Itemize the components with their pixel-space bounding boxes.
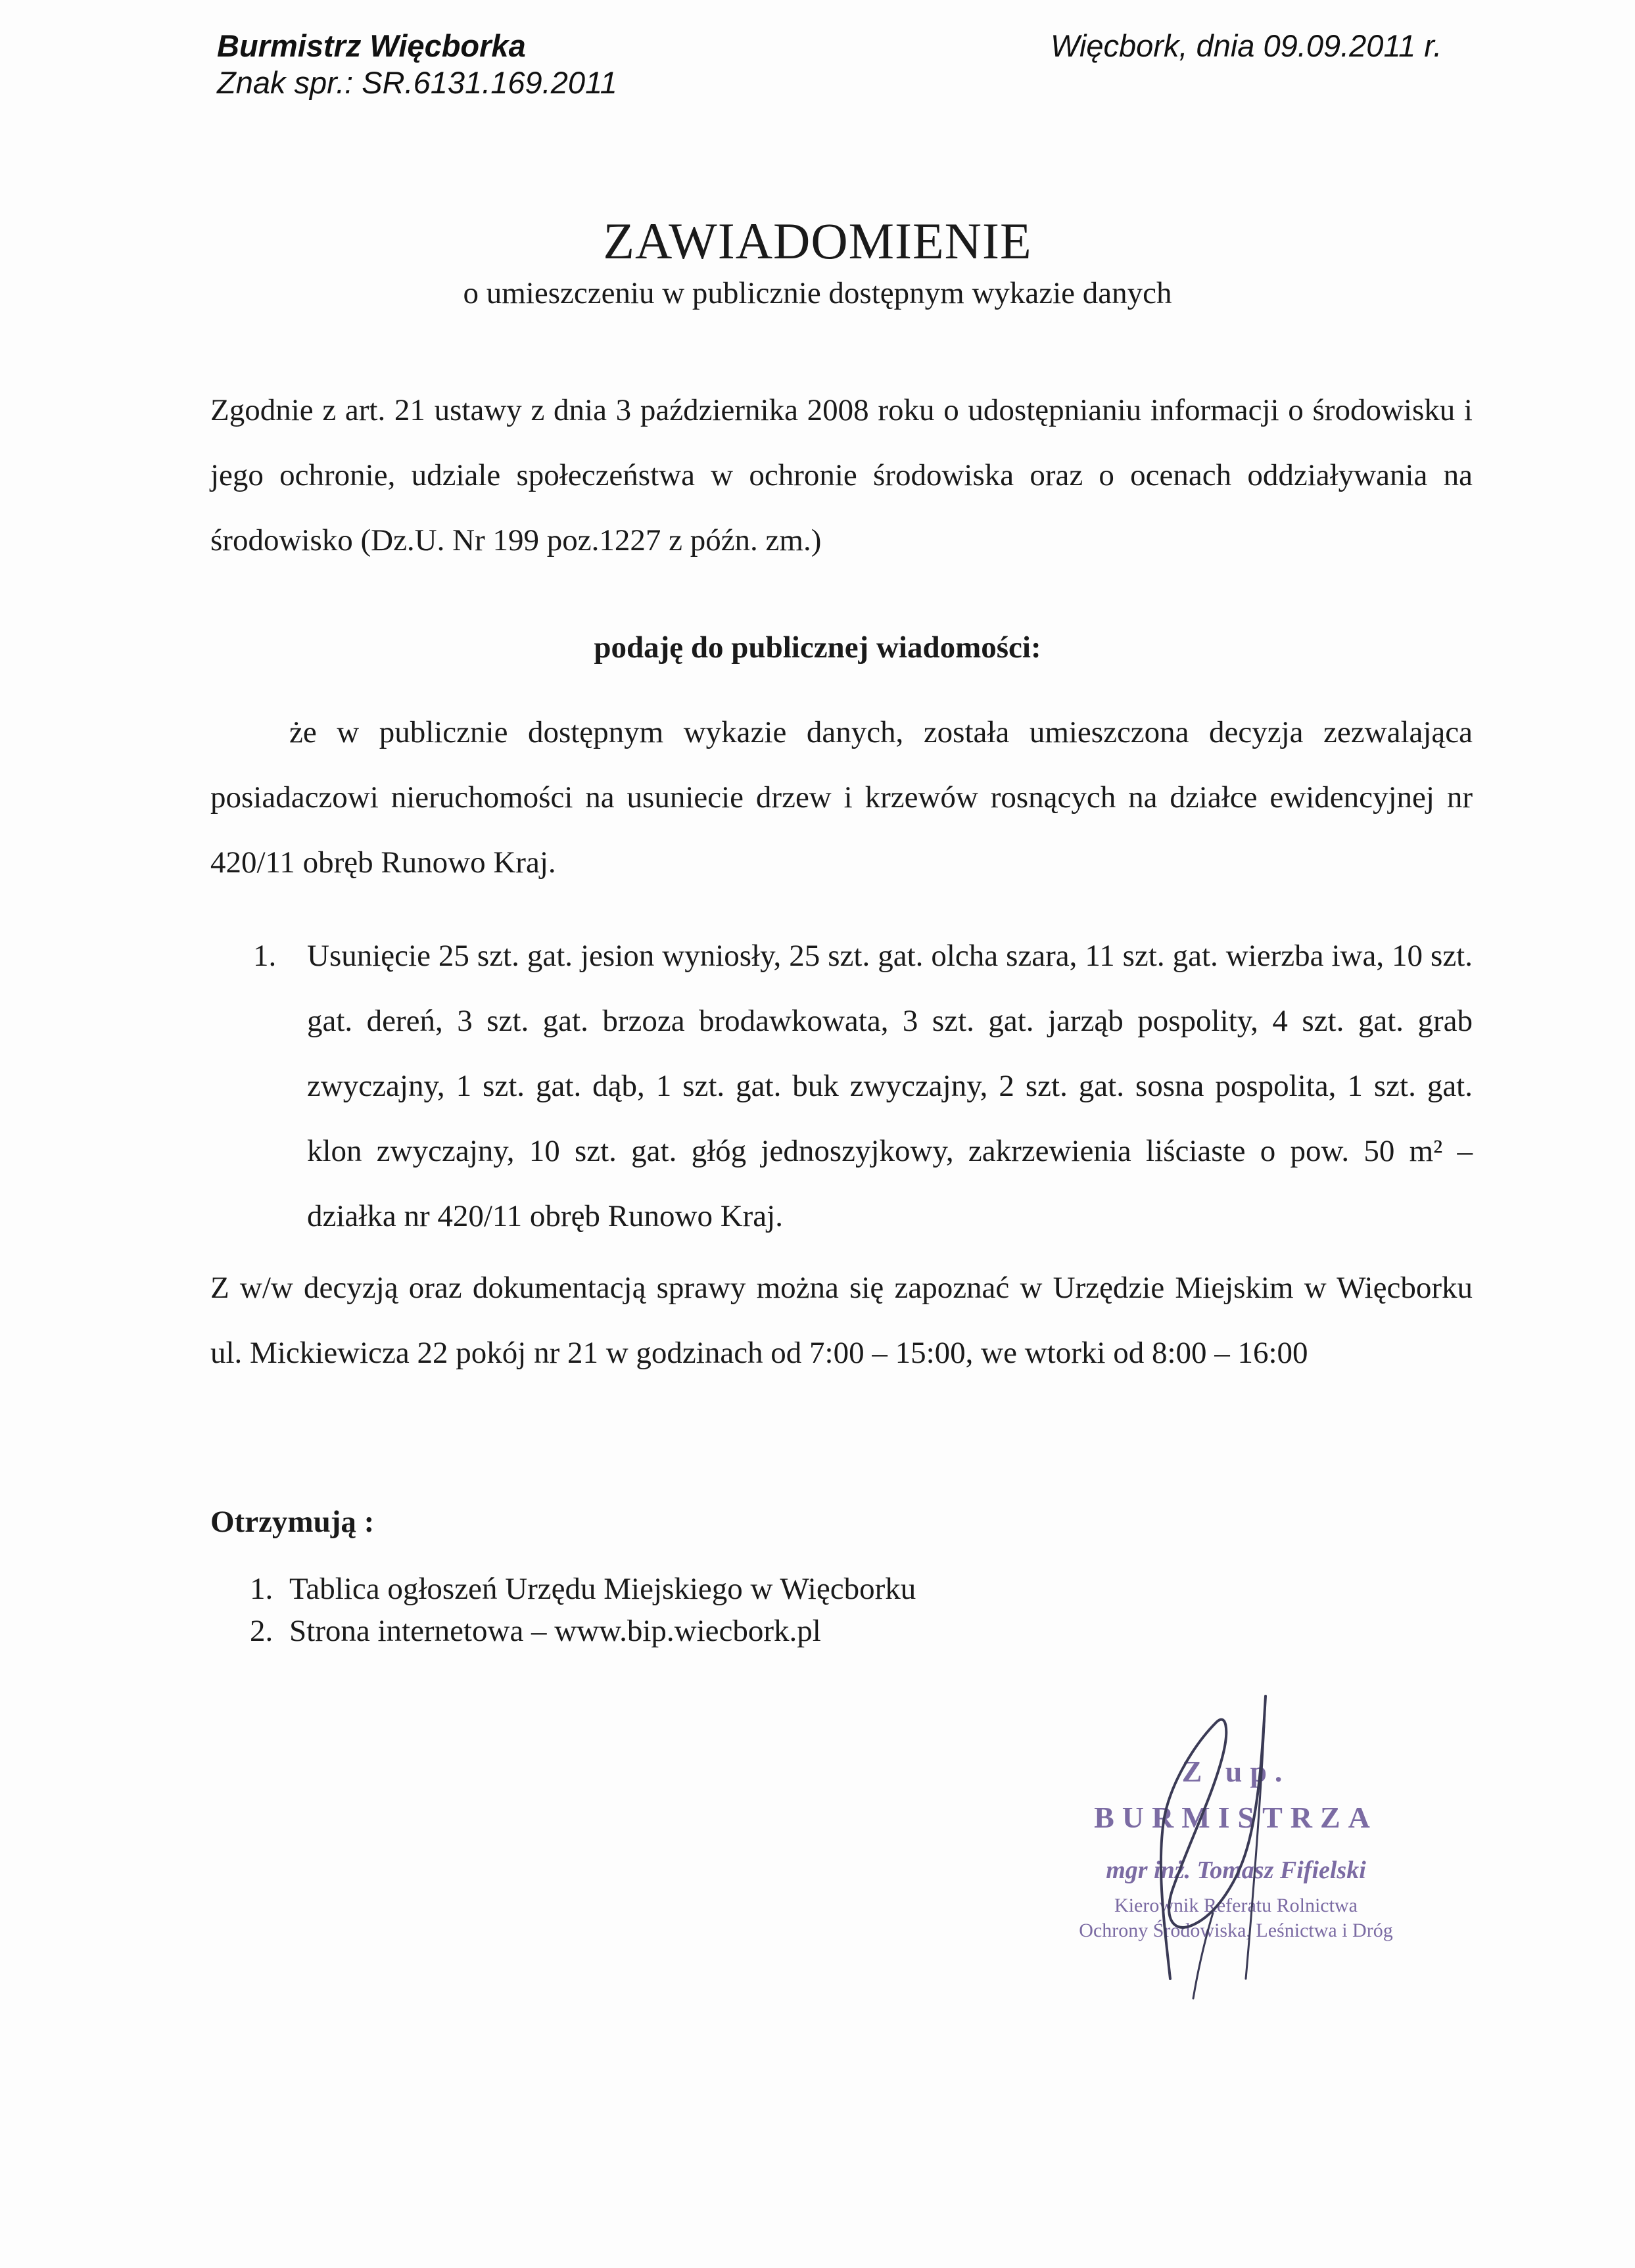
list-item-number: 2.	[250, 1614, 273, 1648]
stamp-authority-line: Z up. BURMISTRZA	[1094, 1755, 1378, 1834]
stamp-position-line: Kierownik Referatu Rolnictwa	[1114, 1895, 1358, 1916]
handwritten-signature	[1065, 1670, 1433, 2012]
legal-basis-paragraph: Zgodnie z art. 21 ustawy z dnia 3 października 2008 roku o udostępnianiu informacji o środowisku i jego ochronie, udziale społeczeństwa w ochronie środowiska oraz o ocenach oddziaływania na środowisko (Dz.U. Nr 199 poz.1227 z późn. zm.)	[210, 393, 1473, 557]
case-reference: Znak spr.: SR.6131.169.2011	[217, 65, 617, 100]
recipient-name: Strona internetowa – www.bip.wiecbork.pl	[289, 1614, 821, 1648]
list-item	[250, 1610, 916, 1652]
list-item-number: 1.	[250, 1572, 273, 1606]
recipient-name: Tablica ogłoszeń Urzędu Miejskiego w Więcborku	[289, 1572, 916, 1606]
inspection-info-paragraph: Z w/w decyzją oraz dokumentacją sprawy można się zapoznać w Urzędzie Miejskim w Więcborku ul. Mickiewicza 22 pokój nr 21 w godzinach od 7:00 – 15:00, we wtorki od 8:00 – 16:00	[210, 1271, 1473, 1370]
list-item: Usunięcie 25 szt. gat. jesion wyniosły, 25 szt. gat. olcha szara, 11 szt. gat. wierzba iwa, 10 szt. gat. dereń, 3 szt. gat. brzoza brodawkowata, 3 szt. gat. jarząb pospolity, 4 szt. gat. grab zwyczajny, 1 szt. gat. dąb, 1 szt. gat. buk zwyczajny, 2 szt. gat. sosna pospolita, 1 szt. gat. klon zwyczajny, 10 szt. gat. głóg jednoszyjkowy, zakrzewienia liściaste o pow. 50 m² – działka nr 420/11 obręb Runowo Kraj.	[307, 939, 1473, 1233]
decision-paragraph: że w publicznie dostępnym wykazie danych, została umieszczona decyzja zezwalająca posiadaczowi nieruchomości na usuniecie drzew i krzewów rosnących na działce ewidencyjnej nr 420/11 obręb Runowo Kraj.	[210, 715, 1473, 880]
list-item	[250, 1568, 916, 1610]
place-and-date: Więcbork, dnia 09.09.2011 r.	[1051, 28, 1442, 63]
decision-list	[253, 924, 1473, 1249]
announcement-heading: podaję do publicznej wiadomości:	[594, 630, 1041, 665]
document-title: ZAWIADOMIENIE	[603, 212, 1032, 270]
sender-organization: Burmistrz Więcborka	[217, 28, 526, 63]
list-item-number: 1.	[253, 939, 277, 973]
stamp-signatory-name: mgr inż. Tomasz Fifielski	[1106, 1856, 1366, 1884]
stamp-department-line: Ochrony Środowiska, Leśnictwa i Dróg	[1079, 1920, 1393, 1941]
sender-block	[217, 28, 617, 101]
recipients-list	[250, 1568, 916, 1652]
document-subtitle: o umieszczeniu w publicznie dostępnym wykazie danych	[463, 276, 1172, 310]
recipients-heading: Otrzymują :	[210, 1505, 375, 1539]
signature-stroke	[1193, 1913, 1213, 1998]
